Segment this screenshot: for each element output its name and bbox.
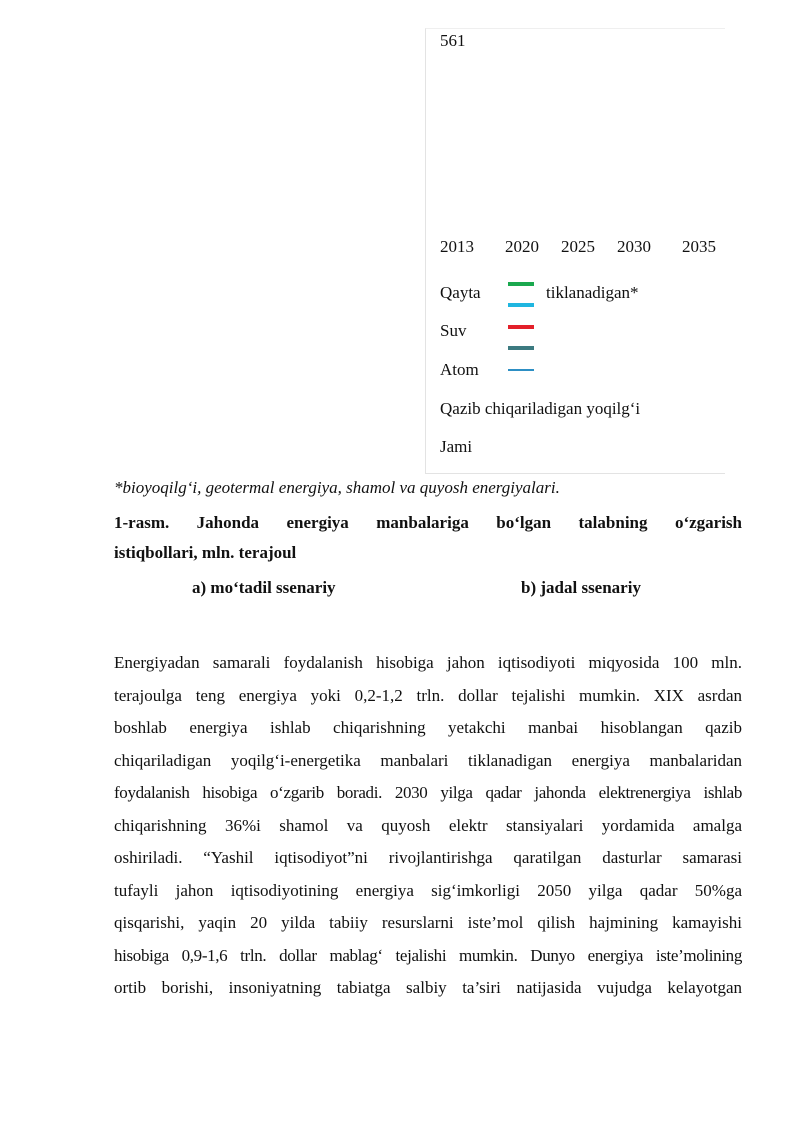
legend-swatch-nuclear	[508, 325, 534, 329]
x-tick-label: 2020	[505, 237, 539, 256]
legend-label-nuclear: Atom	[440, 360, 479, 379]
subfigure-label-a: a) mo‘tadil ssenariy	[192, 578, 336, 597]
legend-label-hydro: Suv	[440, 321, 467, 340]
x-tick-label: 2035	[682, 237, 716, 256]
paragraph-line: tufayli jahon iqtisodiyotining energiya sig‘imkorligi 2050 yilga qadar 50%ga	[114, 880, 742, 900]
paragraph-line: terajoulga teng energiya yoki 0,2-1,2 trln. dollar tejalishi mumkin. XIX asrdan	[114, 685, 742, 705]
figure-title-line: istiqbollari, mln. terajoul	[114, 543, 297, 562]
legend-swatch-total	[508, 369, 534, 371]
chart-panel	[425, 28, 725, 474]
legend-swatch-renewable	[508, 282, 534, 286]
paragraph-line: hisobiga 0,9-1,6 trln. dollar mablag‘ tejalishi mumkin. Dunyo energiya iste’molining	[114, 945, 742, 965]
legend-label-fossil: Qazib chiqariladigan yoqilg‘i	[440, 399, 641, 418]
body-paragraph	[114, 647, 742, 1005]
paragraph-line: foydalanish hisobiga o‘zgarib boradi. 2030 yilga qadar jahonda elektrenergiya ishlab	[114, 783, 742, 802]
y-tick-label: 561	[440, 31, 466, 50]
x-tick-label: 2030	[617, 237, 651, 256]
paragraph-line: Energiyadan samarali foydalanish hisobiga jahon iqtisodiyoti miqyosida 100 mln.	[114, 653, 742, 672]
paragraph-line: ortib borishi, insoniyatning tabiatga salbiy ta’siri natijasida vujudga kelayotgan	[114, 978, 742, 997]
paragraph-line: chiqariladigan yoqilg‘i-energetika manbalari tiklanadigan energiya manbalaridan	[114, 750, 742, 770]
subfigure-label-b: b) jadal ssenariy	[521, 578, 641, 597]
paragraph-line: oshiriladi. “Yashil iqtisodiyot”ni rivojlantirishga qaratilgan dasturlar samarasi	[114, 848, 742, 867]
legend-swatch-fossil	[508, 346, 534, 350]
legend-label-renewable: Qayta	[440, 283, 481, 302]
paragraph-line: qisqarishi, yaqin 20 yilda tabiiy resurslarni iste’mol qilish hajmining kamayishi	[114, 913, 742, 932]
figure-title-line: 1-rasm. Jahonda energiya manbalariga bo‘lgan talabning o‘zgarish	[114, 513, 742, 532]
figure-title	[114, 508, 742, 568]
caption-note: *bioyoqilg‘i, geotermal energiya, shamol va quyosh energiyalari.	[114, 478, 560, 497]
x-tick-label: 2013	[440, 237, 474, 256]
paragraph-line: chiqarishning 36%i shamol va quyosh elektr stansiyalari yordamida amalga	[114, 815, 742, 835]
legend-label-total: Jami	[440, 437, 473, 456]
paragraph-line: boshlab energiya ishlab chiqarishning yetakchi manbai hisoblangan qazib	[114, 718, 742, 737]
legend-swatch-hydro	[508, 303, 534, 307]
legend-label-renewable-suffix: tiklanadigan*	[546, 283, 639, 302]
x-tick-label: 2025	[561, 237, 595, 256]
